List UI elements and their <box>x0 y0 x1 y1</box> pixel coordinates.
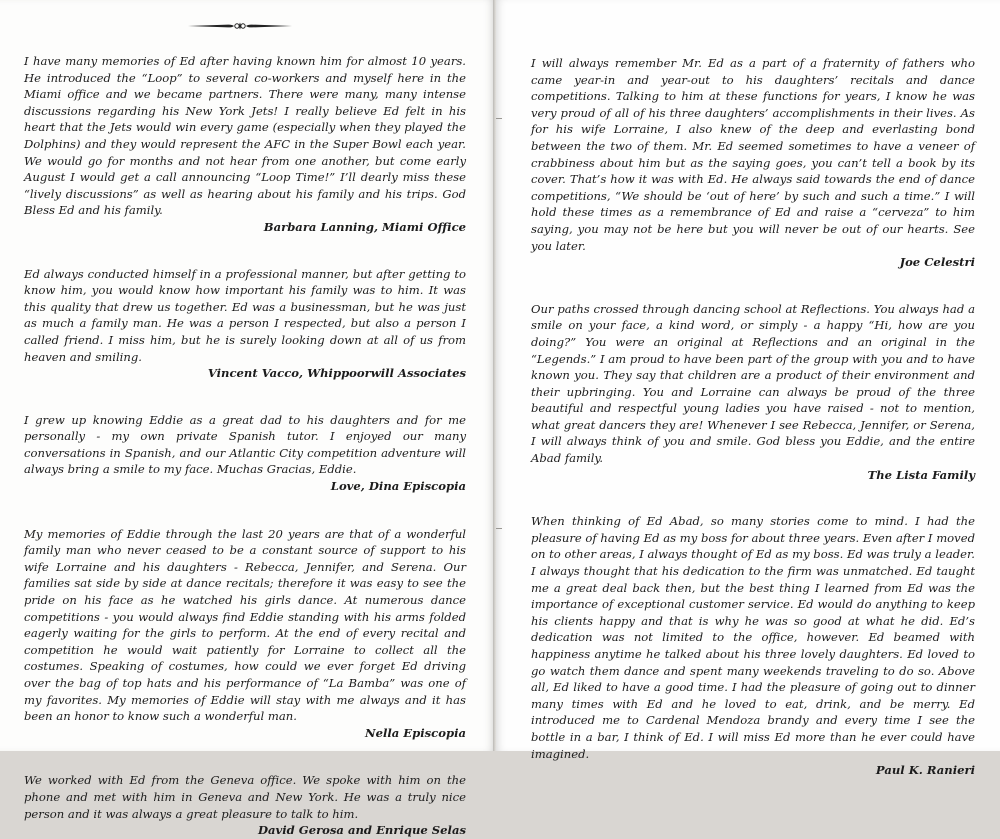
tribute-signature: Nella Episcopia <box>364 725 466 740</box>
tribute-entry <box>24 772 466 838</box>
tribute-text: We worked with Ed from the Geneva office. We spoke with him on the phone and met with him in Geneva and New York. He was a truly nice person and it was always a great pleasure to talk to him. <box>24 773 466 821</box>
scroll-divider-ornament-icon <box>186 20 294 32</box>
tribute-text: I grew up knowing Eddie as a great dad to his daughters and for me personally - my own private Spanish tutor. I enjoyed our many conversations in Spanish, and our Atlantic City competition adventure will always bring a smile to my face. Muchas Gracias, Eddie. <box>24 412 466 477</box>
tribute-text: Ed always conducted himself in a professional manner, but after getting to know him, you would know how important his family was to him. It was this quality that drew us together. Ed was a businessman, but he was just as much a family man. He was a person I respected, but also a person I called friend. I miss him, but he is surely looking down at all of us from heaven and smiling. <box>24 266 466 364</box>
tribute-signature: David Gerosa and Enrique Selas <box>257 823 466 838</box>
left-column <box>24 53 466 839</box>
tribute-signature: Love, Dina Episcopia <box>330 479 466 494</box>
tribute-entry <box>24 53 466 236</box>
tribute-entry <box>531 301 975 484</box>
binding-mark <box>496 118 502 119</box>
tribute-text: Our paths crossed through dancing school at Reflections. You always had a smile on your face, a kind word, or simply - a happy “Hi, how are you doing?” You were an original at Reflections and an original in the “Legends.” I am proud to have been part of the group with you and to have known you. They say that children are a product of their environment and their upbringing. You and Lorraine can always be proud of the three beautiful and respectful young ladies you have raised - not to mention, what great dancers they are! Whenever I see Rebecca, Jennifer, or Serena, I will always think of you and smile. God bless you Eddie, and the entire Abad family. <box>531 301 975 466</box>
tribute-entry <box>531 513 975 779</box>
tribute-signature: Vincent Vacco, Whippoorwill Associates <box>207 366 466 381</box>
tribute-signature: The Lista Family <box>867 467 975 482</box>
tribute-text: I have many memories of Ed after having known him for almost 10 years. He introduced the “Loop” to several co-workers and myself here in the Miami office and we became partners. There were many, many intense discussions regarding his New York Jets! I really believe Ed felt in his heart that the Jets would win every game (especially when they played the Dolphins) and they would represent the AFC in the Super Bowl each year. We would go for months and not hear from one another, but come early August I would get a call announcing “Loop Time!” I’ll dearly miss these “lively discussions” as well as hearing about his family and his trips. God Bless Ed and his family. <box>24 54 466 218</box>
right-column <box>531 55 975 779</box>
tribute-signature: Joe Celestri <box>899 255 975 270</box>
tribute-text: I will always remember Mr. Ed as a part of a fraternity of fathers who came year-in and year-out to his daughters’ recitals and dance competitions. Talking to him at these functions for years, I know he was very proud of all of his three daughters’ accomplishments in their lives. As for his wife Lorraine, I also knew of the deep and everlasting bond between the two of them. Mr. Ed seemed sometimes to have a veneer of crabbiness about him but as the saying goes, you can’t tell a book by its cover. That’s how it was with Ed. He always said towards the end of dance competitions, “We should be ‘out of here’ by such and such a time.” I will hold these times as a remembrance of Ed and raise a “cerveza” to him saying, you may not be here but you will never be out of our hearts. See you later. <box>531 56 975 253</box>
tribute-entry <box>24 412 466 495</box>
tribute-signature: Paul K. Ranieri <box>875 763 975 778</box>
left-page <box>0 0 494 838</box>
binding-mark <box>496 528 502 529</box>
tribute-signature: Barbara Lanning, Miami Office <box>263 219 466 234</box>
tribute-entry <box>24 526 466 742</box>
tribute-entry <box>24 266 466 382</box>
tribute-entry <box>531 55 975 271</box>
tribute-text: My memories of Eddie through the last 20 years are that of a wonderful family man who never ceased to be a constant source of support to his wife Lorraine and his daughters - Rebecca, Jennifer, and Serena. Our families sat side by side at dance recitals; therefore it was easy to see the pride on his face as he watched his girls dance. At numerous dance competitions - you would always find Eddie standing with his arms folded eagerly waiting for the girls to perform. At the end of every recital and competition he would wait patiently for Lorraine to collect all the costumes. Speaking of costumes, how could we ever forget Ed driving over the bag of top hats and his performance of “La Bamba” was one of my favorites. My memories of Eddie will stay with me always and it has been an honor to know such a wonderful man. <box>24 526 466 724</box>
tribute-text: When thinking of Ed Abad, so many stories come to mind. I had the pleasure of having Ed as my boss for about three years. Even after I moved on to other areas, I always thought of Ed as my boss. Ed was truly a leader. I always thought that his dedication to the firm was unmatched. Ed taught me a great deal back then, but the best thing I learned from Ed was the importance of exceptional customer service. Ed would do anything to keep his clients happy and that is why he was so good at what he did. Ed’s dedication was not limited to the office, however. Ed beamed with happiness anytime he talked about his three lovely daughters. Ed loved to go watch them dance and spent many weekends traveling to do so. Above all, Ed liked to have a good time. I had the pleasure of going out to dinner many times with Ed and he loved to eat, drink, and be merry. Ed introduced me to Cardenal Mendoza brandy and every time I see the bottle in a bar, I think of Ed. I will miss Ed more than he ever could have imagined. <box>531 514 975 761</box>
